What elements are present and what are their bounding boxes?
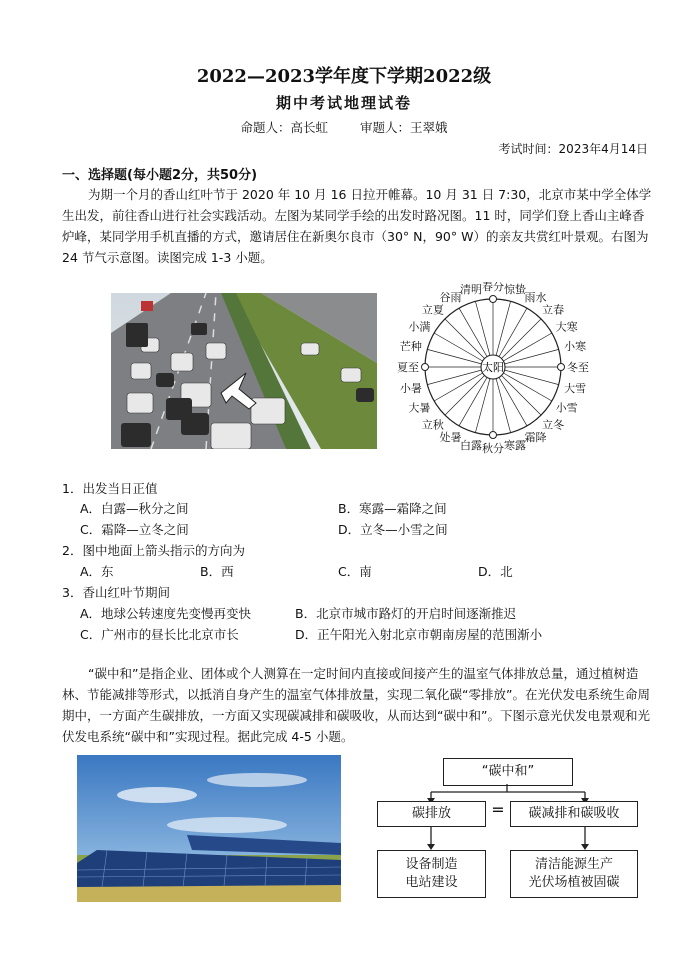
flow-right-box: 碳减排和碳吸收 <box>510 801 638 827</box>
flow-bottom-left-line1: 设备制造 <box>405 857 458 872</box>
sun-label: 太阳 <box>482 361 504 374</box>
authors-line <box>0 118 688 136</box>
term-label: 立秋 <box>421 418 444 432</box>
exam-subtitle: 期中考试地理试卷 <box>275 94 412 112</box>
flow-top-box: “碳中和” <box>443 758 573 786</box>
q1-option-d[interactable]: D．立冬—小雪之间 <box>338 522 448 537</box>
term-marker <box>558 364 565 371</box>
q3-option-a[interactable]: A．地球公转速度先变慢再变快 <box>80 606 252 621</box>
flow-bottom-right-line1: 清洁能源生产 <box>534 857 613 872</box>
q2-option-d[interactable]: D．北 <box>478 564 513 579</box>
q1-option-c[interactable]: C．霜降—立冬之间 <box>80 522 189 537</box>
term-label: 大暑 <box>408 401 431 415</box>
question-1: 1．出发当日正值 <box>62 481 158 496</box>
q1-option-b[interactable]: B．寒露—霜降之间 <box>338 501 447 516</box>
term-label: 小暑 <box>399 381 422 395</box>
flow-bottom-right-box <box>510 850 638 898</box>
term-label: 清明 <box>460 282 483 296</box>
term-marker <box>490 296 497 303</box>
intro-paragraph-2: “碳中和”是指企业、团体或个人测算在一定时间内直接或间接产生的温室气体排放总量，通过植树造林、节能减排等形式，以抵消自身产生的温室气体排放量，实现二氧化碳“零排放”。在光伏发电系统生命周期中，一方面产生碳排放，一方面又实现碳减排和碳吸收，从而达到“碳中和”。下图示意光伏发电景观和光伏发电系统“碳中和”实现过程。据此完成 4-5 小题。 <box>62 666 650 744</box>
term-label: 立冬 <box>542 418 565 432</box>
term-label: 小寒 <box>564 340 587 354</box>
term-label: 夏至 <box>397 361 419 374</box>
q1-option-a[interactable]: A．白露—秋分之间 <box>80 501 189 516</box>
q3-option-c[interactable]: C．广州市的昼长比北京市长 <box>80 627 239 642</box>
term-label: 立夏 <box>421 303 444 317</box>
term-label: 雨水 <box>524 290 547 304</box>
term-label: 处暑 <box>439 431 462 445</box>
term-marker <box>490 432 497 439</box>
q3-option-d[interactable]: D．正午阳光入射北京市朝南房屋的范围渐小 <box>295 627 543 642</box>
q2-option-a[interactable]: A．东 <box>80 564 114 579</box>
term-marker <box>422 364 429 371</box>
term-label: 冬至 <box>567 361 589 374</box>
term-label: 霜降 <box>524 431 547 445</box>
exam-time: 考试时间：2023年4月14日 <box>498 142 648 156</box>
term-label: 立春 <box>542 303 565 317</box>
author-label: 命题人：高长虹 <box>240 120 328 135</box>
solar-terms-diagram <box>393 282 633 462</box>
q3-option-b[interactable]: B．北京市城市路灯的开启时间逐渐推迟 <box>295 606 517 621</box>
flow-bottom-right-line2: 光伏场植被固碳 <box>528 875 620 890</box>
section-heading: 一、选择题(每小题2分，共50分) <box>62 168 258 183</box>
flow-left-box: 碳排放 <box>377 801 486 827</box>
term-label: 秋分 <box>482 442 504 455</box>
question-3: 3．香山红叶节期间 <box>62 585 170 600</box>
term-label: 寒露 <box>503 439 526 453</box>
q2-option-c[interactable]: C．南 <box>338 564 372 579</box>
intro-paragraph-1: 为期一个月的香山红叶节于 2020 年 10 月 16 日拉开帷幕。10 月 31 日 7:30，北京市某中学全体学生出发，前往香山进行社会实践活动。左图为某同学手绘的出发时路况图。11 时，同学们登上香山主峰香炉峰，某同学用手机直播的方式，邀请居住在新奥尔良市（30° N，90° W）的亲友共赏红叶景观。右图为 24 节气示意图。读图完成 1-3 小题。 <box>62 187 652 265</box>
term-label: 白露 <box>460 439 483 453</box>
term-label: 小满 <box>408 320 431 334</box>
term-label: 小雪 <box>555 401 578 415</box>
q2-option-b[interactable]: B．西 <box>200 564 234 579</box>
term-label: 谷雨 <box>439 290 462 304</box>
term-label: 大雪 <box>564 381 587 395</box>
exam-title: 2022—2023学年度下学期2022级 <box>196 66 492 87</box>
reviewer-label: 审题人：王翠娥 <box>359 120 448 135</box>
flow-bottom-left-line2: 电站建设 <box>405 875 458 890</box>
term-label: 大寒 <box>555 320 578 334</box>
term-label: 芒种 <box>399 340 422 354</box>
traffic-road-photo <box>111 293 377 449</box>
flow-equals: = <box>491 800 505 819</box>
term-label: 惊蛰 <box>503 282 526 296</box>
question-2: 2．图中地面上箭头指示的方向为 <box>62 543 245 558</box>
term-label: 春分 <box>482 282 504 293</box>
flow-bottom-left-box <box>377 850 486 898</box>
solar-panel-photo <box>77 755 341 902</box>
